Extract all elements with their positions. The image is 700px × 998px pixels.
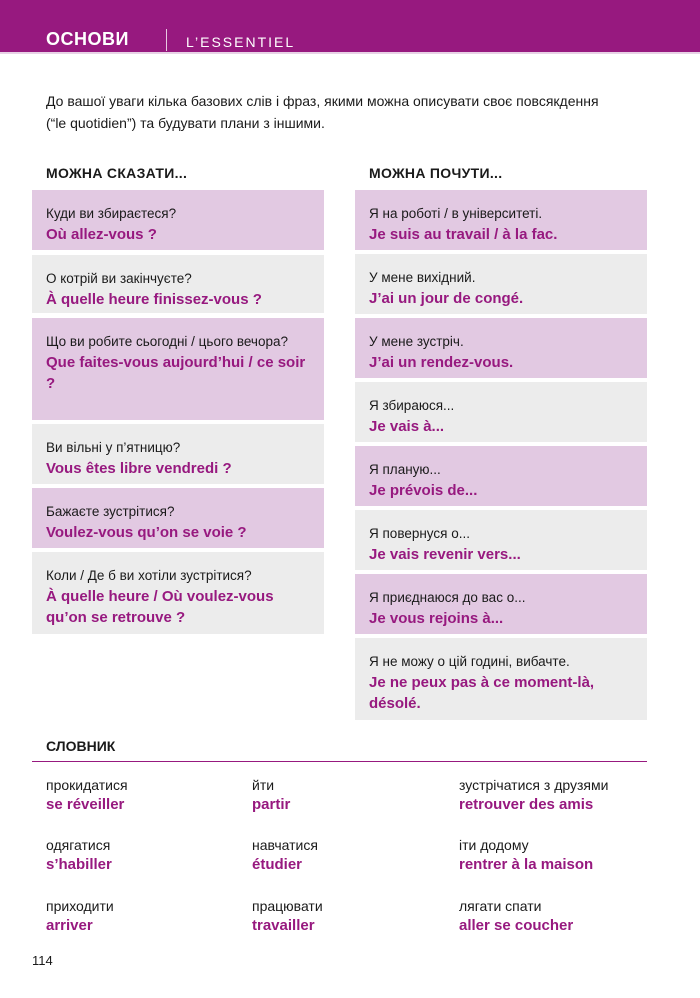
vocab-item <box>46 835 112 875</box>
hear-phrase-box <box>355 574 647 634</box>
vocab-item <box>459 835 593 875</box>
phrase-french: J’ai un rendez-vous. <box>369 354 514 371</box>
hear-phrase-box <box>355 254 647 314</box>
say-phrase-box <box>32 424 324 484</box>
phrase-ukrainian: Я приєднаюся до вас о... <box>369 590 526 605</box>
page-header <box>0 0 700 54</box>
phrase-french: Je ne peux pas à ce moment-là, désolé. <box>369 674 595 712</box>
hear-phrase-box <box>355 638 647 720</box>
vocab-ukrainian: йти <box>252 777 275 793</box>
say-phrase-box <box>32 488 324 548</box>
vocab-french: aller se coucher <box>459 917 574 934</box>
section-title: ОСНОВИ <box>46 29 129 49</box>
phrase-french: À quelle heure / Où voulez-vous qu’on se retrouve ? <box>46 588 274 626</box>
vocab-french: retrouver des amis <box>459 796 594 813</box>
phrase-ukrainian: Я на роботі / в університеті. <box>369 206 543 221</box>
page-number: 114 <box>32 953 53 968</box>
vocab-french: s’habiller <box>46 856 112 873</box>
vocab-ukrainian: приходити <box>46 898 114 914</box>
vocab-ukrainian: лягати спати <box>459 898 542 914</box>
phrase-ukrainian: Що ви робите сьогодні / цього вечора? <box>46 334 288 349</box>
vocab-ukrainian: працювати <box>252 898 323 914</box>
vocab-ukrainian: зустрічатися з друзями <box>459 777 609 793</box>
vocab-item <box>46 775 128 815</box>
phrase-ukrainian: У мене вихідний. <box>369 270 476 285</box>
phrase-french: Je vais à... <box>369 418 445 435</box>
vocab-french: se réveiller <box>46 796 125 813</box>
phrase-french: J’ai un jour de congé. <box>369 290 524 307</box>
phrase-french: Je suis au travail / à la fac. <box>369 226 558 243</box>
phrase-ukrainian: Я не можу о цій годині, вибачте. <box>369 654 570 669</box>
vocab-french: partir <box>252 796 291 813</box>
phrase-french: Où allez-vous ? <box>46 226 157 243</box>
section-subtitle: L’ESSENTIEL <box>186 34 296 50</box>
vocab-item <box>459 775 608 815</box>
phrase-french: Je prévois de... <box>369 482 478 499</box>
phrase-ukrainian: Я повернуся о... <box>369 526 470 541</box>
hear-phrase-box <box>355 510 647 570</box>
phrase-french: Je vais revenir vers... <box>369 546 521 563</box>
vocab-divider <box>32 761 647 762</box>
say-heading: МОЖНА СКАЗАТИ... <box>46 165 188 181</box>
vocab-ukrainian: іти додому <box>459 837 529 853</box>
phrase-french: Que faites-vous aujourd’hui / ce soir ? <box>46 354 306 392</box>
phrase-ukrainian: Я збираюся... <box>369 398 455 413</box>
intro-text: До вашої уваги кілька базових слів і фраз, якими можна описувати своє повсякдення (“le quotidien”) та будувати плани з іншими. <box>46 93 599 131</box>
vocab-ukrainian: навчатися <box>252 837 318 853</box>
phrase-ukrainian: Ви вільні у п’ятницю? <box>46 440 181 455</box>
hear-phrase-box <box>355 190 647 250</box>
hear-heading: МОЖНА ПОЧУТИ... <box>369 165 503 181</box>
phrase-french: À quelle heure finissez-vous ? <box>46 291 262 308</box>
say-phrase-box <box>32 552 324 634</box>
phrase-ukrainian: О котрій ви закінчуєте? <box>46 271 192 286</box>
say-phrase-box <box>32 190 324 250</box>
say-phrase-box <box>32 318 324 420</box>
phrase-ukrainian: Коли / Де б ви хотіли зустрітися? <box>46 568 252 583</box>
phrase-french: Voulez-vous qu’on se voie ? <box>46 524 247 541</box>
hear-phrase-box <box>355 382 647 442</box>
vocab-french: arriver <box>46 917 93 934</box>
phrase-ukrainian: Куди ви збираєтеся? <box>46 206 177 221</box>
phrase-french: Je vous rejoins à... <box>369 610 504 627</box>
phrase-ukrainian: Бажаєте зустрітися? <box>46 504 175 519</box>
vocab-item <box>252 835 318 875</box>
vocab-french: rentrer à la maison <box>459 856 594 873</box>
header-divider <box>166 29 167 51</box>
vocab-ukrainian: одягатися <box>46 837 111 853</box>
hear-phrase-box <box>355 446 647 506</box>
vocab-item <box>46 896 114 936</box>
say-phrase-box <box>32 255 324 313</box>
phrase-french: Vous êtes libre vendredi ? <box>46 460 232 477</box>
vocab-item <box>252 896 323 936</box>
hear-phrase-box <box>355 318 647 378</box>
phrase-ukrainian: Я планую... <box>369 462 441 477</box>
phrase-ukrainian: У мене зустріч. <box>369 334 464 349</box>
vocab-item <box>459 896 573 936</box>
vocab-heading: СЛОВНИК <box>46 738 116 754</box>
vocab-french: travailler <box>252 917 315 934</box>
vocab-french: étudier <box>252 856 303 873</box>
vocab-ukrainian: прокидатися <box>46 777 128 793</box>
vocab-item <box>252 775 290 815</box>
